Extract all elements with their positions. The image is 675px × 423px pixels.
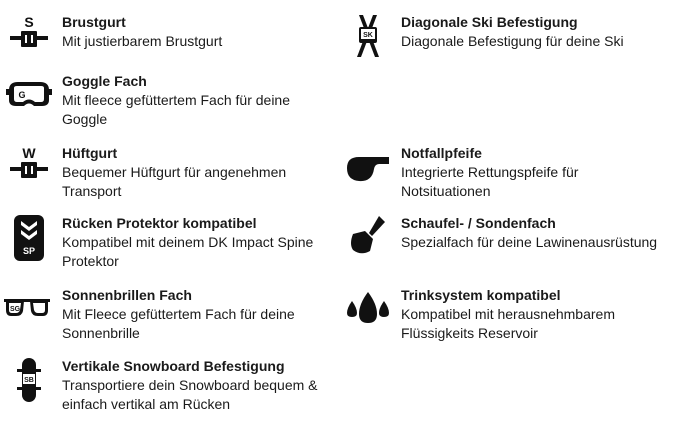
feature-title: Hüftgurt xyxy=(62,145,118,161)
ski-icon xyxy=(345,13,391,59)
feature-text xyxy=(62,13,307,51)
svg-text:SG: SG xyxy=(9,306,21,313)
svg-text:W: W xyxy=(22,145,36,161)
shovel-icon xyxy=(345,214,391,254)
svg-text:SP: SP xyxy=(22,246,36,256)
feature-description: Mit Fleece gefüttertem Fach für deine Sonnenbrille xyxy=(62,306,295,341)
svg-text:SB: SB xyxy=(24,377,34,384)
feature-description: Spezialfach für deine Lawinenausrüstung xyxy=(401,234,658,250)
feature-description: Diagonale Befestigung für deine Ski xyxy=(401,33,624,49)
feature-text xyxy=(401,286,661,343)
whistle-icon xyxy=(345,144,391,184)
feature-text xyxy=(401,214,675,252)
feature-title: Diagonale Ski Befestigung xyxy=(401,14,578,30)
feature-title: Sonnenbrillen Fach xyxy=(62,287,192,303)
feature-description: Transportiere dein Snowboard bequem & einfach vertikal am Rücken xyxy=(62,377,318,412)
feature-text xyxy=(62,144,307,201)
hydration-icon xyxy=(345,286,391,326)
feature-text xyxy=(401,13,671,51)
feature-title: Vertikale Snowboard Befestigung xyxy=(62,358,285,374)
feature-description: Integrierte Rettungspfeife für Notsituationen xyxy=(401,164,579,199)
hip-belt-icon xyxy=(6,144,52,184)
feature-text xyxy=(62,357,337,414)
goggle-icon xyxy=(6,72,52,112)
svg-text:S: S xyxy=(24,14,34,30)
feature-description: Bequemer Hüftgurt für angenehmen Transport xyxy=(62,164,287,199)
snowboard-icon xyxy=(6,357,52,403)
feature-text xyxy=(401,144,661,201)
feature-title: Brustgurt xyxy=(62,14,126,30)
chest-strap-icon xyxy=(6,13,52,53)
feature-description: Mit justierbarem Brustgurt xyxy=(62,33,223,49)
feature-title: Schaufel- / Sondenfach xyxy=(401,215,556,231)
feature-description: Kompatibel mit herausnehmbarem Flüssigkeits Reservoir xyxy=(401,306,615,341)
feature-title: Notfallpfeife xyxy=(401,145,482,161)
sunglasses-icon xyxy=(4,286,50,326)
spine-protector-icon xyxy=(6,214,52,262)
feature-title: Goggle Fach xyxy=(62,73,147,89)
feature-description: Mit fleece gefüttertem Fach für deine Goggle xyxy=(62,92,290,127)
feature-description: Kompatibel mit deinem DK Impact Spine Protektor xyxy=(62,234,314,269)
svg-text:G: G xyxy=(18,90,26,100)
feature-title: Rücken Protektor kompatibel xyxy=(62,215,257,231)
feature-text xyxy=(62,286,307,343)
feature-title: Trinksystem kompatibel xyxy=(401,287,561,303)
svg-text:SK: SK xyxy=(363,32,373,39)
feature-text xyxy=(62,214,332,271)
feature-text xyxy=(62,72,307,129)
